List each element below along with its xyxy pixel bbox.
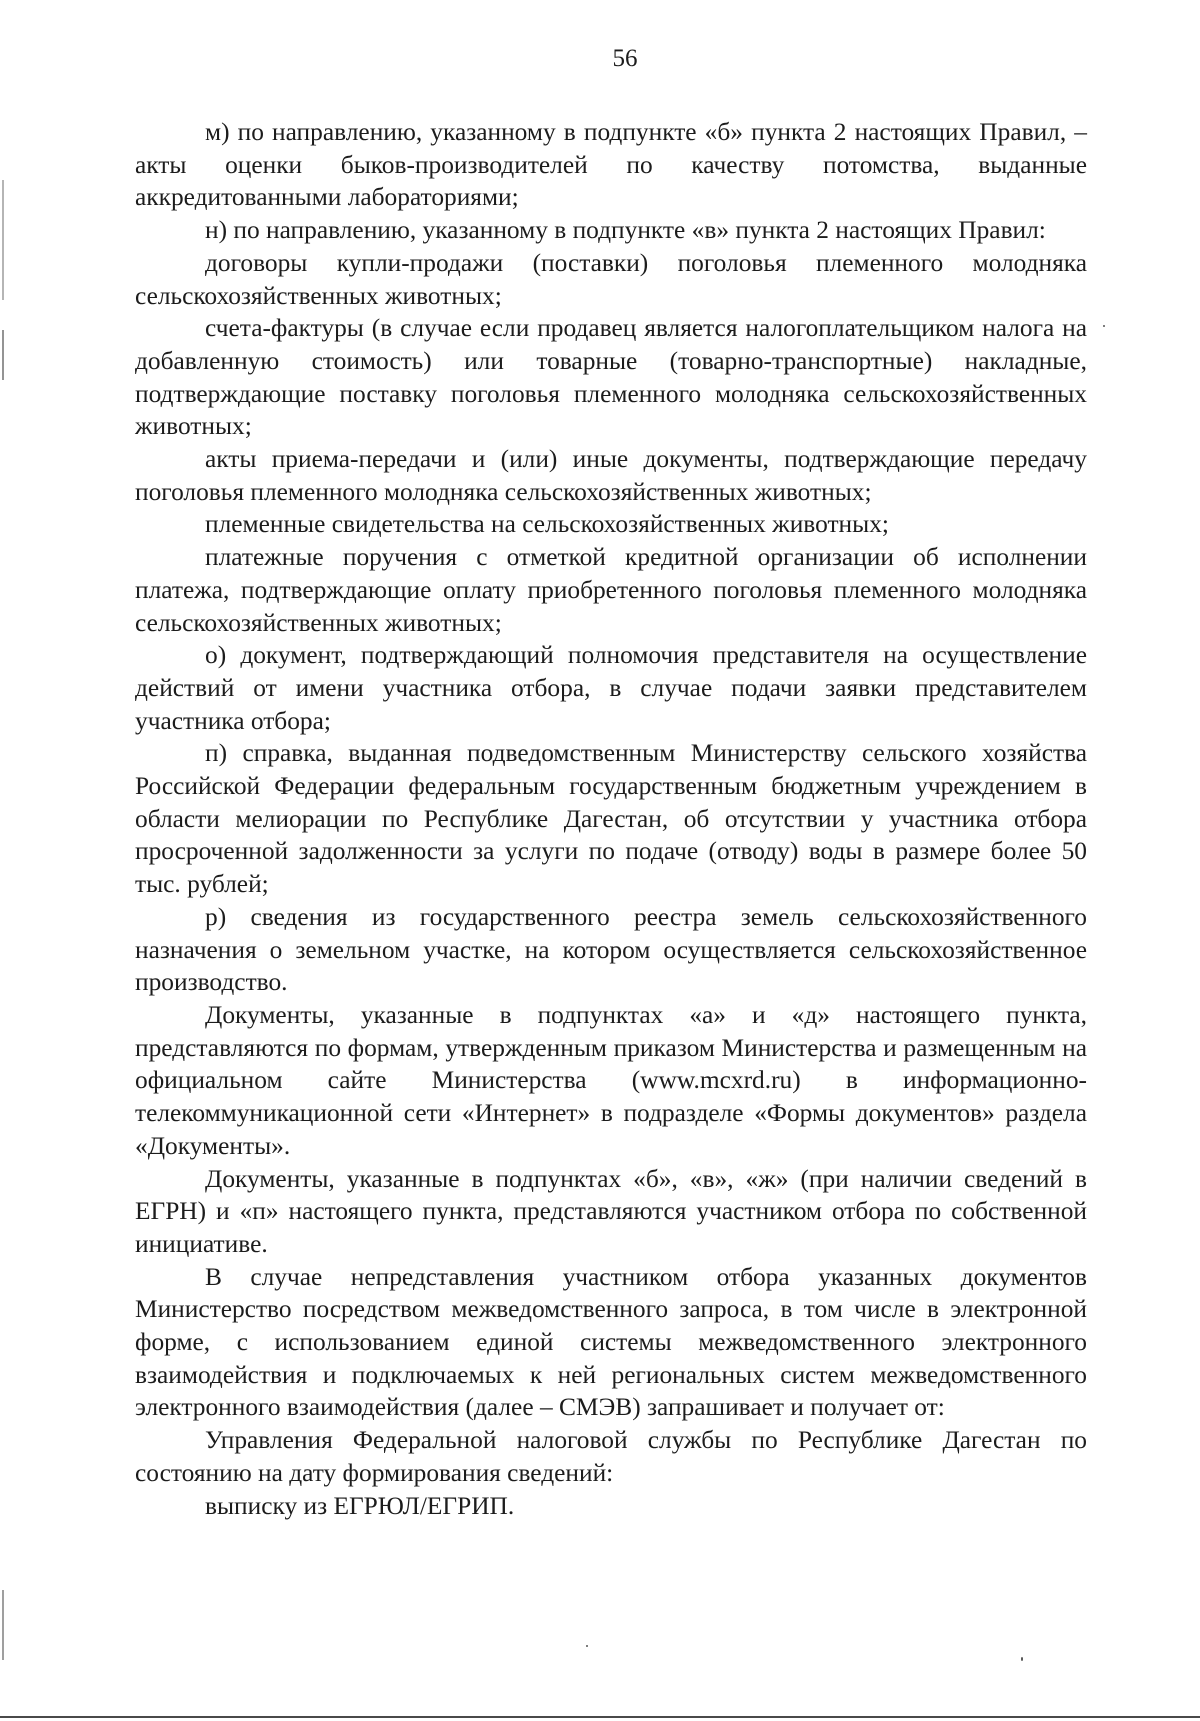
scan-speck	[586, 1645, 588, 1647]
scan-speck	[1021, 1657, 1023, 1661]
paragraph-transfer-acts: акты приема-передачи и (или) иные документы, подтверждающие передачу поголовья племенного молодняка сельскохозяйственных животных;	[135, 445, 1087, 506]
scan-speck	[1103, 325, 1105, 327]
paragraph-own-initiative: Документы, указанные в подпунктах «б», «в», «ж» (при наличии сведений в ЕГРН) и «п» настоящего пункта, представляются участником отбора по собственной инициативе.	[135, 1164, 1087, 1258]
paragraph-breeding-certificates: племенные свидетельства на сельскохозяйственных животных;	[205, 510, 889, 539]
paragraph-payment-orders: платежные поручения с отметкой кредитной организации об исполнении платежа, подтверждающие оплату приобретенного поголовья племенного молодняка сельскохозяйственных животных;	[135, 543, 1087, 637]
paragraph-o: о) документ, подтверждающий полномочия представителя на осуществление действий от имени участника отбора, в случае подачи заявки представителем участника отбора;	[135, 641, 1087, 735]
paragraph-forms: Документы, указанные в подпунктах «а» и «д» настоящего пункта, представляются по формам, утвержденным приказом Министерства и размещенным на официальном сайте Министерства (www.mcxrd.ru) в информационно-телекоммуникационной сети «Интернет» в подразделе «Формы документов» раздела «Документы».	[135, 1000, 1087, 1160]
scan-edge-mark	[2, 330, 4, 380]
scan-bottom-edge	[0, 1716, 1200, 1718]
paragraph-tax-service: Управления Федеральной налоговой службы по Республике Дагестан по состоянию на дату формирования сведений:	[135, 1426, 1087, 1487]
paragraph-n: н) по направлению, указанному в подпункте «в» пункта 2 настоящих Правил:	[205, 216, 1046, 245]
paragraph-sale-contracts: договоры купли-продажи (поставки) поголовья племенного молодняка сельскохозяйственных животных;	[135, 248, 1087, 310]
paragraph-r: р) сведения из государственного реестра земель сельскохозяйственного назначения о земельном участке, на котором осуществляется сельскохозяйственное производство.	[135, 902, 1087, 997]
paragraph-invoices: счета-фактуры (в случае если продавец является налогоплательщиком налога на добавленную стоимость) или товарные (товарно-транспортные) накладные, подтверждающие поставку поголовья племенного молодняка сельскохозяйственных животных;	[135, 314, 1087, 441]
page-number: 56	[612, 45, 638, 72]
paragraph-egrul-extract: выписку из ЕГРЮЛ/ЕГРИП.	[205, 1491, 515, 1520]
document-body	[135, 116, 1087, 1522]
scan-edge-mark	[2, 180, 4, 300]
paragraph-p: п) справка, выданная подведомственным Министерству сельского хозяйства Российской Федерации федеральным государственным бюджетным учреждением в области мелиорации по Республике Дагестан, об отсутствии у участника отбора просроченной задолженности за услуги по подаче (отводу) воды в размере более 50 тыс. рублей;	[135, 739, 1087, 899]
scan-edge-mark	[2, 1590, 4, 1660]
paragraph-smev-request: В случае непредставления участником отбора указанных документов Министерство посредством межведомственного запроса, в том числе в электронной форме, с использованием единой системы межведомственного электронного взаимодействия и подключаемых к ней региональных систем межведомственного электронного взаимодействия (далее – СМЭВ) запрашивает и получает от:	[135, 1262, 1087, 1422]
paragraph-m: м) по направлению, указанному в подпункте «б» пункта 2 настоящих Правил, – акты оценки быков-производителей по качеству потомства, выданные аккредитованными лабораториями;	[135, 118, 1087, 212]
